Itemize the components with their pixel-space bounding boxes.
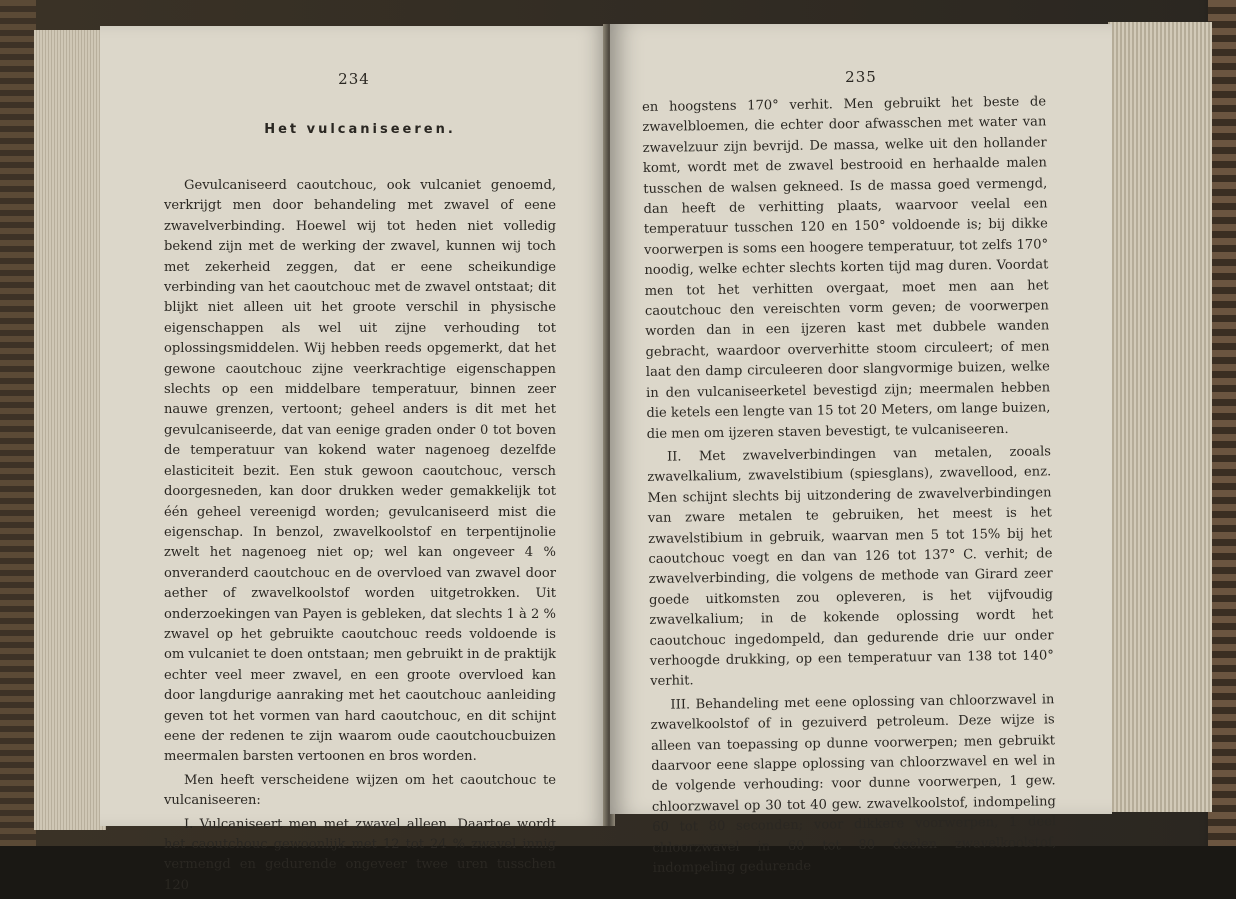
left-page: [100, 26, 608, 893]
right-page-number: 235: [845, 68, 877, 86]
section-heading: Het vulcaniseeren.: [264, 122, 456, 137]
right-page: [610, 24, 1112, 876]
left-paragraph-3: I. Vulcaniseert men met zwavel alleen. Daartoe wordt het caoutchouc gewoonlijk met 12 tot 24 % zwavel innig vermengd en gedurende ongeveer twee uren tusschen 120: [164, 816, 556, 893]
right-page-text: [642, 92, 1057, 882]
right-paragraph-2: II. Met zwavelverbindingen van metalen, zooals zwavelkalium, zwavelstibium (spiesglans), zwavellood, enz. Men schijnt slechts bij uitzondering de zwavelverbindingen van zware metalen te gebruiken, het meest is het zwavelstibium in gebruik, waarvan men 5 tot 15% bij het caoutchouc voegt en dan van 126 tot 137° C. verhit; de zwavelverbinding, die volgens de methode van Girard zeer goede uitkomsten zou opleveren, is het vijfvoudig zwavelkalium; in de kokende oplossing wordt het caoutchouc ingedompeld, dan gedurende drie uur onder verhoogde drukking, op een temperatuur van 138 tot 140° verhit.: [647, 444, 1054, 690]
left-page-number: 234: [338, 70, 370, 88]
left-paragraph-2: Men heeft verscheidene wijzen om het caoutchouc te vulcaniseeren:: [164, 772, 556, 809]
left-paragraph-1: Gevulcaniseerd caoutchouc, ook vulcaniet genoemd, verkrijgt men door behandeling met zwavel of eene zwavelverbinding. Hoewel wij tot heden niet volledig bekend zijn met de werking der zwavel, kunnen wij toch met zekerheid zeggen, dat er eene scheikundige verbinding van het caoutchouc met de zwavel ontstaat; dit blijkt niet alleen uit het groote verschil in physische eigenschappen als wel uit zijne verhouding tot oplossingsmiddelen. Wij hebben reeds opgemerkt, dat het gewone caoutchouc zijne veerkrachtige eigenschappen slechts op een middelbare temperatuur, binnen zeer nauwe grenzen, vertoont; geheel anders is dit met het gevulcaniseerde, dat van eenige graden onder 0 tot boven de temperatuur van kokend water nagenoeg dezelfde elasticiteit bezit. Een stuk gewoon caoutchouc, versch doorgesneden, kan door drukken weder gemakkelijk tot één geheel vereenigd worden; gevulcaniseerd mist die eigenschap. In benzol, zwavelkoolstof en terpentijnolie zwelt het nagenoeg niet op; wel kan ongeveer 4 % onveranderd caoutchouc en de overvloed van zwavel door aether of zwavelkoolstof worden uitgetrokken. Uit onderzoekingen van Payen is gebleken, dat slechts 1 à 2 % zwavel op het gebruikte caoutchouc reeds voldoende is om vulcaniet te doen ontstaan; men gebruikt in de praktijk echter veel meer zwavel, en een groote overvloed kan door langdurige aanraking met het caoutchouc aanleiding geven tot het vormen van hard caoutchouc, en dit schijnt eene der redenen te zijn waarom oude caoutchoucbuizen meermalen barsten vertoonen en bros worden.: [164, 178, 556, 765]
left-page-stack: [34, 30, 106, 830]
left-cover-edge: [0, 0, 36, 846]
left-page-text: [164, 176, 556, 899]
right-cover-edge: [1208, 0, 1236, 846]
right-paragraph-1: en hoogstens 170° verhit. Men gebruikt het beste de zwavelbloemen, die echter door afwasschen met water van zwavelzuur zijn bevrijd. De massa, welke uit den hollander komt, wordt met de zwavel bestrooid en herhaalde malen tusschen de walsen gekneed. Is de massa goed vermengd, dan heeft de verhitting plaats, waarvoor veelal een temperatuur tusschen 120 en 150° voldoende is; bij dikke voorwerpen is soms een hoogere temperatuur, tot zelfs 170° noodig, welke echter slechts korten tijd mag duren. Voordat men tot het verhitten overgaat, moet men aan het caoutchouc den vereischten vorm geven; de voorwerpen worden dan in een ijzeren kast met dubbele wanden gebracht, waardoor oververhitte stoom circuleert; of men laat den damp circuleeren door slangvormige buizen, welke in den vulcaniseerketel bevestigd zijn; meermalen hebben die ketels een lengte van 15 tot 20 Meters, om lange buizen, die men om ijzeren staven bevestigt, te vulcaniseeren.: [642, 94, 1051, 442]
right-paragraph-3: III. Behandeling met eene oplossing van chloorzwavel in zwavelkoolstof of in gezuiverd petroleum. Deze wijze is alleen van toepassing op dunne voorwerpen; men gebruikt daarvoor eene slappe oplossing van chloorzwavel en wel in de volgende verhouding: voor dunne voorwerpen, 1 gew. chloorzwavel op 30 tot 40 gew. zwavelkoolstof, indompeling 60 tot 80 seconden; voor dikkere voorwerpen, 1 deel chloorzwavel in 60 tot 80 deelen zwavelkoolstof, indompeling gedurende: [650, 692, 1057, 876]
right-page-stack: [1108, 22, 1212, 812]
